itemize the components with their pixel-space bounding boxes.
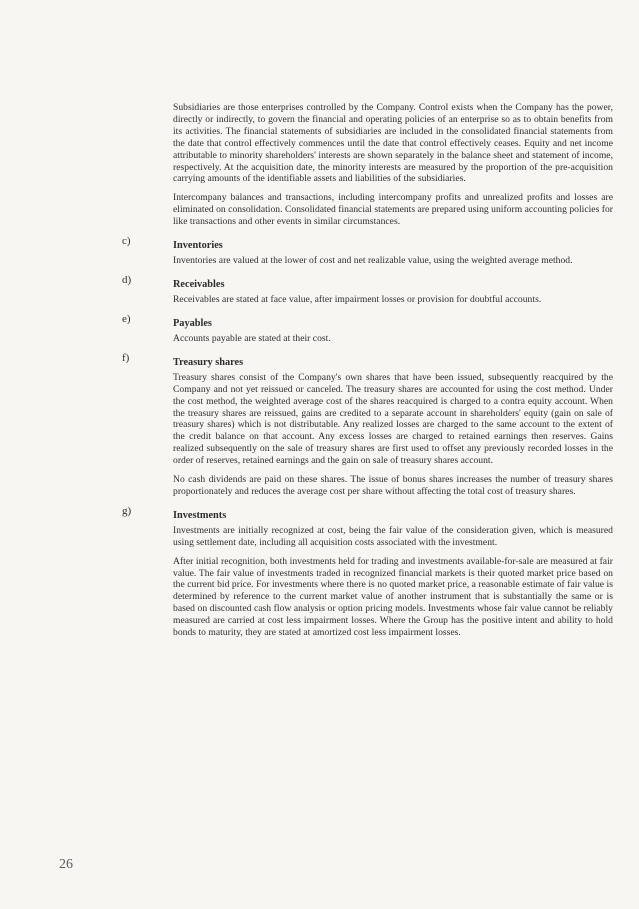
section-paragraph: Treasury shares consist of the Company's own shares that have been issued, subsequently reacquired by the Company and not yet reissued or canceled. The treasury shares are accounted for using the cost method. Under the cost method, the weighted average cost of the shares reacquired is charged to a contra equity account. When the treasury shares are reissued, gains are credited to a separate account in shareholders' equity (gain on sale of treasury shares) which is not distributable. Any realized losses are charged to the same account to the extent of the credit balance on that account. Any excess losses are charged to retained earnings then reserves. Gains realized subsequently on the sale of treasury shares are first used to offset any previously recorded losses in the order of reserves, retained earnings and the gain on sale of treasury shares account. [173,371,613,467]
section-paragraph: No cash dividends are paid on these shares. The issue of bonus shares increases the number of treasury shares proportionately and reduces the average cost per share without affecting the total cost of treasury shares. [173,474,613,497]
page-number: 26 [59,857,73,872]
section-letter: d) [122,273,132,286]
section-title: Receivables [173,278,225,290]
section-letter: f) [122,351,130,364]
section-letter: c) [122,235,131,248]
section-paragraph: Receivables are stated at face value, after impairment losses or provision for doubtful accounts. [173,293,542,305]
intercompany-paragraph: Intercompany balances and transactions, including intercompany profits and unrealized profits and losses are eliminated on consolidation. Consolidated financial statements are prepared using uniform accounting policies for like transactions and other events in similar circumstances. [173,192,613,228]
section-title: Payables [173,317,212,329]
section-title: Investments [173,509,227,521]
section-inventories [122,235,613,267]
section-payables [122,312,613,345]
subsidiaries-paragraph: Subsidiaries are those enterprises controlled by the Company. Control exists when the Company has the power, directly or indirectly, to govern the financial and operating policies of an enterprise so as to obtain benefits from its activities. The financial statements of subsidiaries are included in the consolidated financial statements from the date that control effectively commences until the date that control effectively ceases. Equity and net income attributable to minority shareholders' interests are shown separately in the balance sheet and statement of income, respectively. At the acquisition date, the minority interests are measured by the proportion of the pre-acquisition carrying amounts of the identifiable assets and liabilities of the subsidiaries. [173,102,613,185]
page-content [122,102,613,646]
section-paragraph: Inventories are valued at the lower of cost and net realizable value, using the weighted average method. [173,255,573,267]
section-investments [122,504,613,639]
section-paragraph: Accounts payable are stated at their cost. [173,332,331,344]
section-receivables [122,273,613,306]
section-letter: e) [122,312,131,325]
section-treasury-shares [122,351,613,498]
section-title: Inventories [173,240,223,252]
section-title: Treasury shares [173,356,244,368]
section-paragraph: After initial recognition, both investments held for trading and investments available-for-sale are measured at fair value. The fair value of investments traded in recognized financial markets is their quoted market price based on the current bid price. For investments where there is no quoted market price, a reasonable estimate of fair value is determined by reference to the current market value of another instrument that is substantially the same or is based on discounted cash flow analysis or option pricing models. Investments whose fair value cannot be reliably measured are carried at cost less impairment losses. Where the Group has the positive intent and ability to hold bonds to maturity, they are stated at amortized cost less impairment losses. [173,555,613,639]
section-paragraph: Investments are initially recognized at cost, being the fair value of the consideration given, which is measured using settlement date, including all acquisition costs associated with the investment. [173,524,613,548]
section-letter: g) [122,504,132,517]
